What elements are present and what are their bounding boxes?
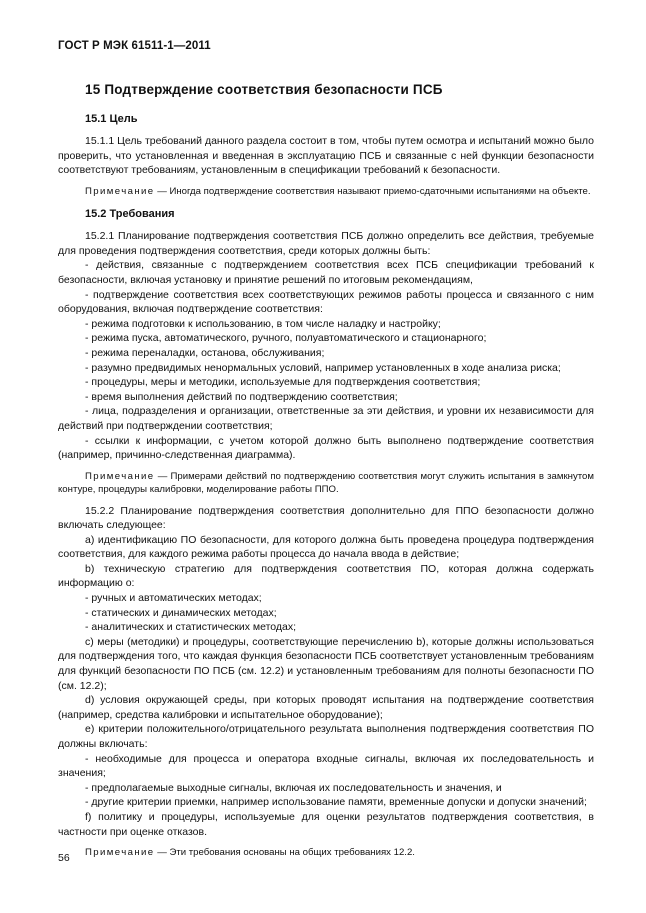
subsection-title-goal: 15.1 Цель [85, 113, 138, 125]
list-item: b) техническую стратегию для подтверждения соответствия ПО, которая должна содержать информацию о: [58, 562, 594, 590]
list-item: - ручных и автоматических методах; [85, 592, 262, 605]
list-item: - другие критерии приемки, например использование памяти, временные допуски и допуски значений; [85, 796, 587, 809]
list-item: c) меры (методики) и процедуры, соответствующие перечислению b), которые должны использоваться для подтверждения того, что каждая функция безопасности ПСБ соответствует установленным требованиям для функций безопасности ПО ПСБ (см. 12.2) и установленным требованиям для полноты безопасности ПО (см. 12.2); [58, 635, 594, 692]
page-content [58, 40, 594, 867]
list-item: - лица, подразделения и организации, ответственные за эти действия, и уровни их независимости для действий при подтверждении соответствия; [58, 405, 594, 432]
list-item: e) критерии положительного/отрицательного результата выполнения подтверждения соответствия ПО должны включать: [58, 723, 594, 750]
list-item: - процедуры, меры и методики, используемые для подтверждения соответствия; [85, 376, 481, 389]
page-number: 56 [58, 852, 70, 864]
list-item: f) политику и процедуры, используемые для оценки результатов подтверждения соответствия, в частности при оценке отказов. [58, 810, 594, 838]
note-text: — Эти требования основаны на общих требованиях 12.2. [154, 847, 415, 859]
list-item: - ссылки к информации, с учетом которой должно быть выполнено подтверждение соответствия (например, причинно-следственная диаграмма). [58, 434, 594, 462]
list-item: - режима пуска, автоматического, ручного, полуавтоматического и стационарного; [85, 332, 487, 345]
list-item: - время выполнения действий по подтверждению соответствия; [85, 390, 398, 403]
list-item: - подтверждение соответствия всех соответствующих режимов работы процесса и связанного с ним оборудования, включая подтверждение соответствия: [58, 288, 594, 316]
note-text: — Иногда подтверждение соответствия называют приемо-сдаточными испытаниями на объекте. [154, 185, 591, 197]
subsection-title-requirements: 15.2 Требования [85, 208, 175, 221]
section-title: 15 Подтверждение соответствия безопасности ПСБ [85, 82, 443, 97]
paragraph: 15.1.1 Цель требований данного раздела состоит в том, чтобы путем осмотра и испытаний можно было проверить, что установленная и введенная в эксплуатацию ПСБ и связанные с ней функции безопасности соответствуют требованиям, установленным в спецификации требований к безопасности. [58, 135, 594, 177]
list-item: - режима переналадки, останова, обслуживания; [85, 346, 325, 359]
list-item: - действия, связанные с подтверждением соответствия всех ПСБ спецификации требований к безопасности, включая установку и принятие решений по итоговым рекомендациям, [58, 259, 594, 286]
list-item: - режима подготовки к использованию, в том числе наладку и настройку; [85, 317, 441, 330]
note-label: Примечание [85, 185, 155, 197]
list-item: a) идентификацию ПО безопасности, для которого должна быть проведена процедура подтверждения соответствия, для каждого режима работы процесса до начала ввода в действие; [58, 533, 594, 561]
list-item: - необходимые для процесса и оператора входные сигналы, включая их последовательность и значения; [58, 752, 594, 780]
list-item: d) условия окружающей среды, при которых проводят испытания на подтверждение соответствия (например, средства калибровки и испытательное оборудование); [58, 694, 594, 721]
note [58, 470, 594, 497]
list-item: - предполагаемые выходные сигналы, включая их последовательность и значения, и [85, 781, 502, 794]
note-label: Примечание [85, 847, 155, 859]
list-item: - разумно предвидимых ненормальных условий, например установленных в ходе анализа риска; [85, 361, 561, 374]
list-item: - статических и динамических методах; [85, 606, 277, 619]
document-header: ГОСТ Р МЭК 61511-1—2011 [58, 40, 211, 52]
paragraph: 15.2.2 Планирование подтверждения соответствия дополнительно для ППО безопасности должно включать следующее: [58, 504, 594, 532]
note [58, 846, 594, 859]
paragraph: 15.2.1 Планирование подтверждения соответствия ПСБ должно определить все действия, требуемые для проведения подтверждения соответствия, среди которых должны быть: [58, 230, 594, 257]
note-text: — Примерами действий по подтверждению соответствия могут служить испытания в замкнутом контуре, процедуры калибровки, моделирование работы ППО. [58, 470, 594, 496]
list-item: - аналитических и статистических методах; [85, 621, 297, 634]
note-label: Примечание [85, 470, 155, 482]
note [58, 185, 594, 198]
